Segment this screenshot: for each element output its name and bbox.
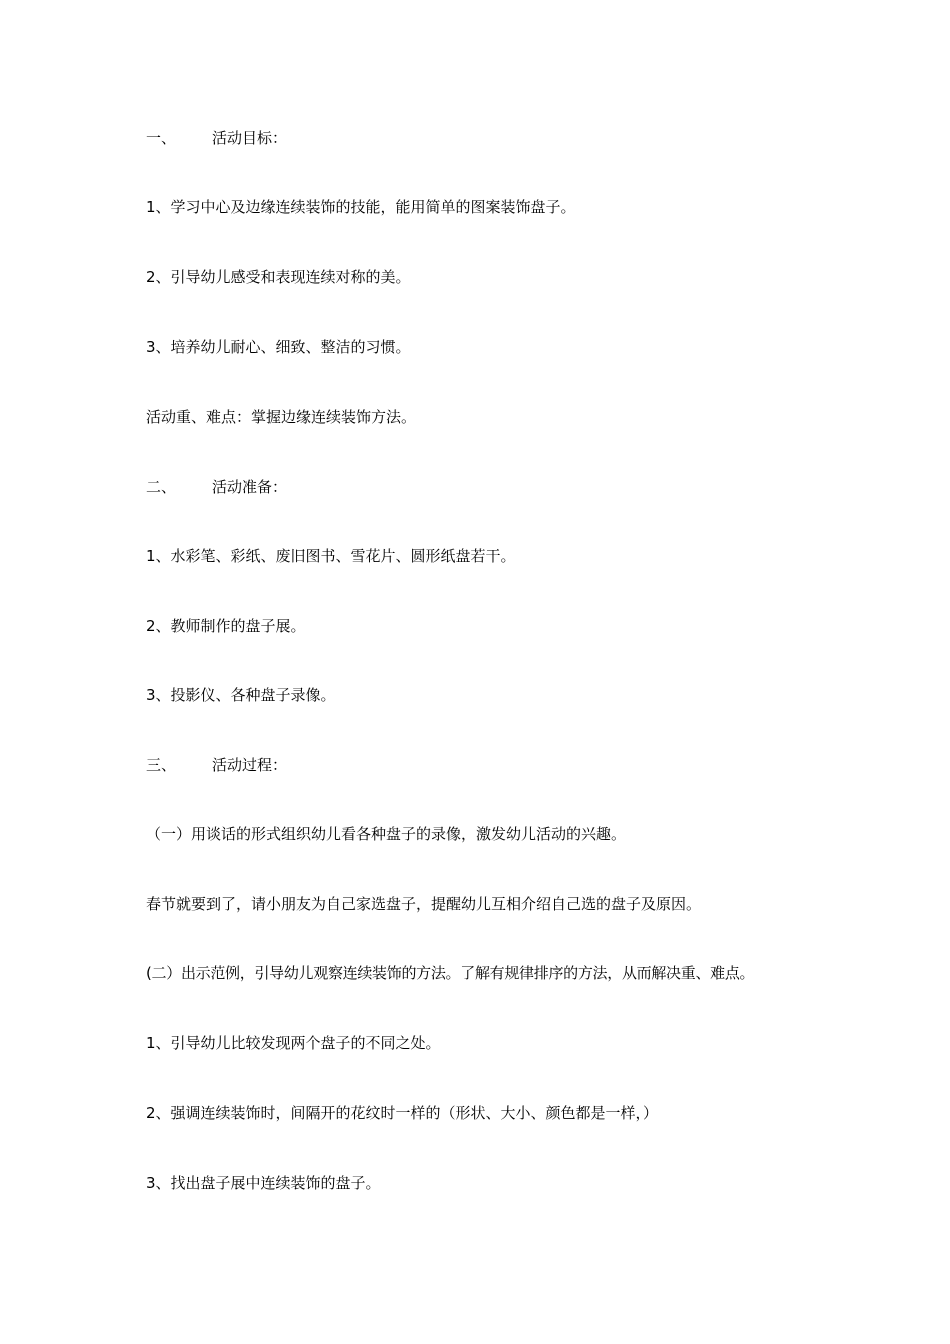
preparation-item-2: 2、教师制作的盘子展。 [146,617,306,635]
process-item-1: 1、引导幼儿比较发现两个盘子的不同之处。 [146,1034,441,1052]
section-heading-goals [146,127,926,149]
process-step-1: （一）用谈话的形式组织幼儿看各种盘子的录像，激发幼儿活动的兴趣。 [146,825,627,843]
goal-item-3: 3、培养幼儿耐心、细致、整洁的习惯。 [146,338,411,356]
process-item-2: 2、强调连续装饰时，间隔开的花纹时一样的（形状、大小、颜色都是一样，） [146,1104,659,1122]
section-number: 三、 [146,756,177,774]
section-number: 一、 [146,129,177,147]
process-item-3: 3、找出盘子展中连续装饰的盘子。 [146,1174,381,1192]
section-title: 活动目标： [212,129,288,147]
goal-item-1: 1、学习中心及边缘连续装饰的技能，能用简单的图案装饰盘子。 [146,198,576,216]
preparation-item-1: 1、水彩笔、彩纸、废旧图书、雪花片、圆形纸盘若干。 [146,547,516,565]
section-heading-preparation [146,476,926,498]
key-points: 活动重、难点：掌握边缘连续装饰方法。 [146,408,417,426]
section-title: 活动准备： [212,478,288,496]
section-heading-process [146,754,926,776]
process-paragraph: 春节就要到了，请小朋友为自己家选盘子，提醒幼儿互相介绍自己选的盘子及原因。 [146,895,702,913]
process-step-2: (二）出示范例，引导幼儿观察连续装饰的方法。了解有规律排序的方法，从而解决重、难点。 [146,964,755,982]
goal-item-2: 2、引导幼儿感受和表现连续对称的美。 [146,268,411,286]
section-number: 二、 [146,478,177,496]
section-title: 活动过程： [212,756,288,774]
preparation-item-3: 3、投影仪、各种盘子录像。 [146,686,336,704]
